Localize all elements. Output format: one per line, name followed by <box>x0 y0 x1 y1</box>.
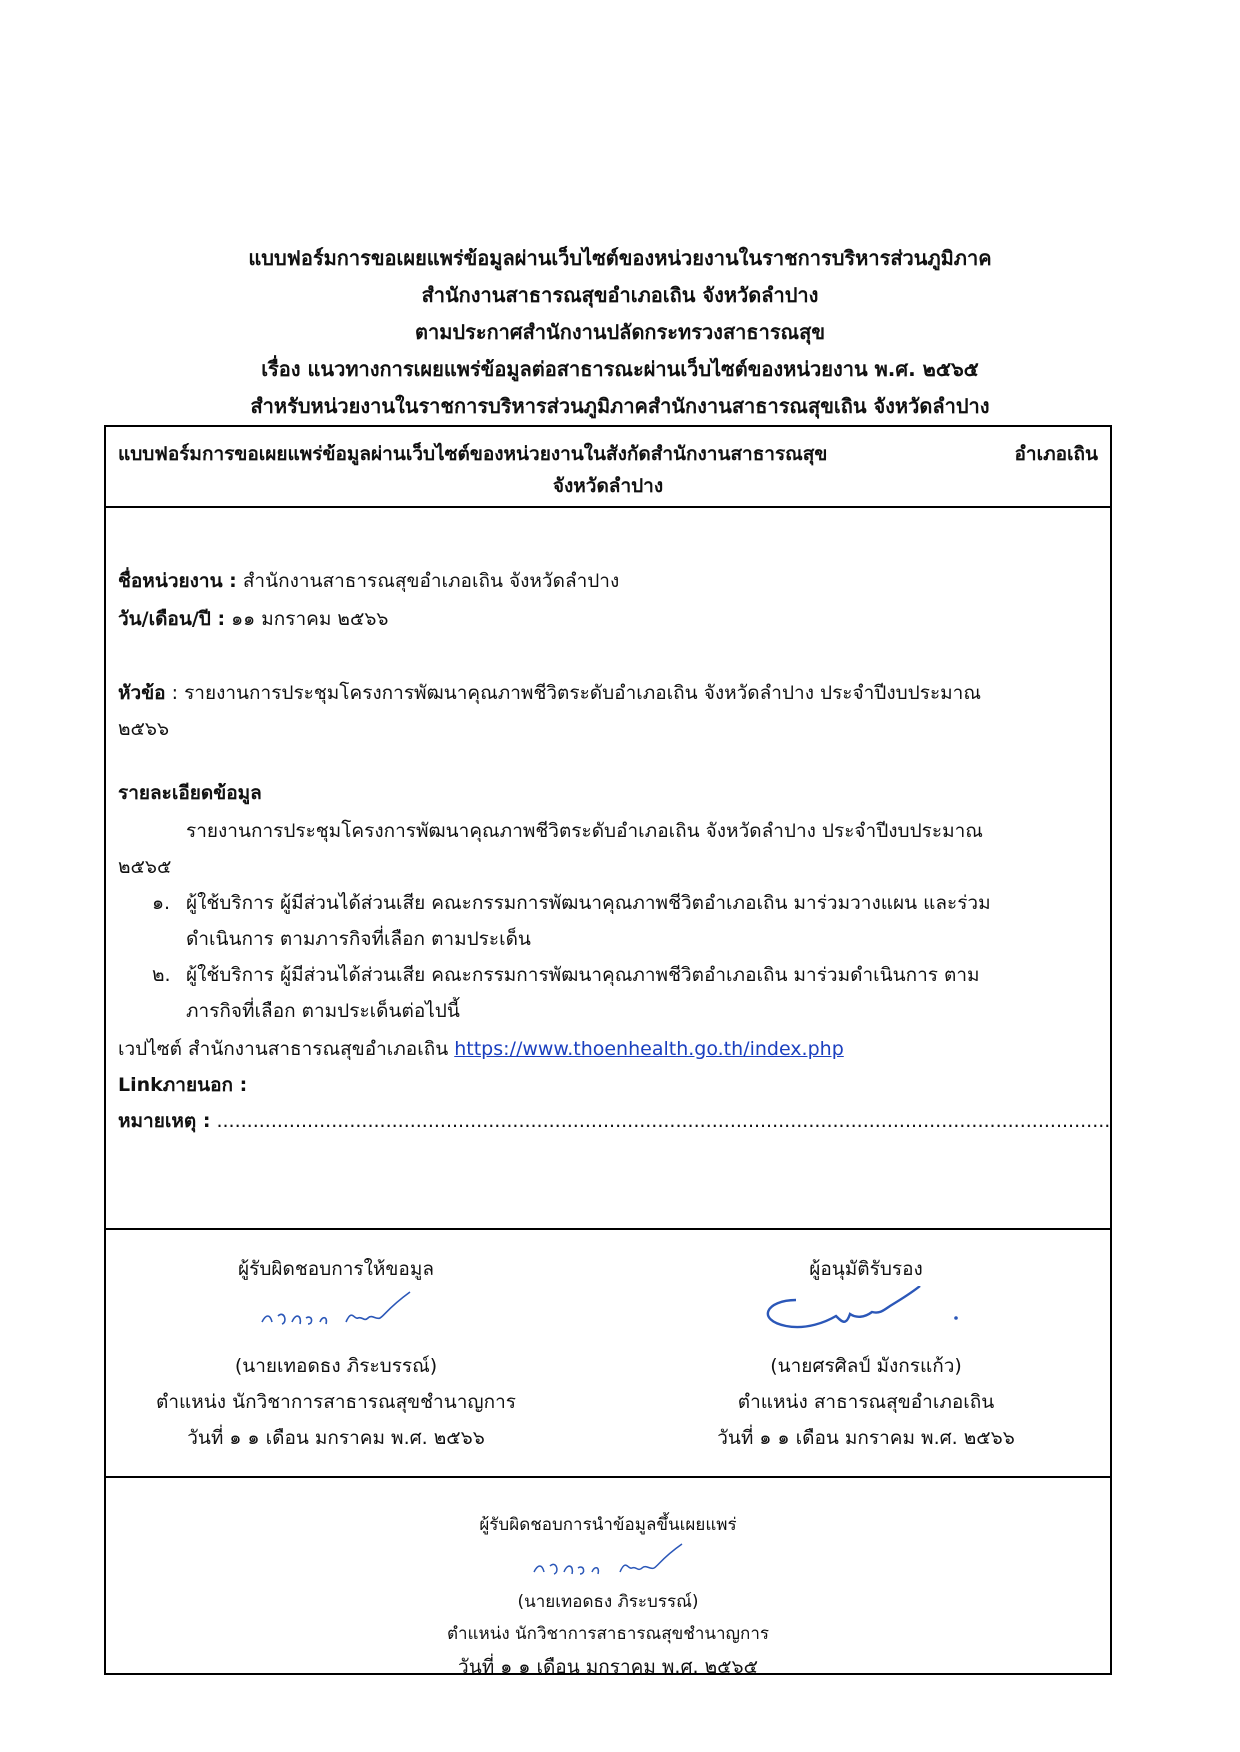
website-link[interactable]: https://www.thoenhealth.go.th/index.php <box>454 1038 844 1060</box>
website-row <box>118 1034 844 1064</box>
publisher-section <box>106 1478 1110 1678</box>
header-line-2: สำนักงานสาธารณสุขอำเภอเถิน จังหวัดลำปาง <box>421 283 819 307</box>
signature-left-role: ผู้รับผิดชอบการให้ขอมูล <box>238 1258 434 1280</box>
publisher-date: วันที่ ๑ ๑ เดือน มกราคม พ.ศ. ๒๕๖๕ <box>458 1656 758 1678</box>
org-label: ชื่อหน่วยงาน : <box>118 570 237 592</box>
item1-line2: ดำเนินการ ตามภารกิจที่เลือก ตามประเด็น <box>186 928 531 950</box>
form-title-line2: จังหวัดลำปาง <box>552 475 664 497</box>
header-line-4: เรื่อง แนวทางการเผยแพร่ข้อมูลต่อสาธารณะผ่านเว็บไซต์ของหน่วยงาน พ.ศ. ๒๕๖๕ <box>261 357 979 381</box>
item2-line1: ผู้ใช้บริการ ผู้มีส่วนได้ส่วนเสีย คณะกรรมการพัฒนาคุณภาพชีวิตอำเภอเถิน มาร่วมดำเนินการ ตาม <box>186 964 980 986</box>
item2-line2: ภารกิจที่เลือก ตามประเด็นต่อไปนี้ <box>186 1000 460 1022</box>
publisher-role: ผู้รับผิดชอบการนำข้อมูลขึ้นเผยแพร่ <box>479 1515 737 1535</box>
website-label: เวปไซต์ สำนักงานสาธารณสุขอำเภอเถิน <box>118 1038 455 1060</box>
topic-value: : รายงานการประชุมโครงการพัฒนาคุณภาพชีวิตระดับอำเภอเถิน จังหวัดลำปาง ประจำปีงบประมาณ <box>165 682 981 704</box>
signature-right <box>666 1252 1066 1456</box>
date-row <box>118 604 388 634</box>
date-label: วัน/เดือน/ปี : <box>118 608 226 630</box>
org-value: สำนักงานสาธารณสุขอำเภอเถิน จังหวัดลำปาง <box>236 570 620 592</box>
topic-value-line2: ๒๕๖๖ <box>118 718 170 740</box>
signature-left-date: วันที่ ๑ ๑ เดือน มกราคม พ.ศ. ๒๕๖๖ <box>187 1427 485 1449</box>
external-link-label: Linkภายนอก : <box>118 1074 248 1096</box>
signature-right-name: (นายศรศิลป์ มังกรแก้ว) <box>770 1355 962 1377</box>
form-body-section <box>106 508 1110 1230</box>
header-line-5: สำหรับหน่วยงานในราชการบริหารส่วนภูมิภาคสำนักงานสาธารณสุขเถิน จังหวัดลำปาง <box>250 394 990 418</box>
signature-section <box>106 1230 1110 1478</box>
note-dots: .................................................................................................................................................... <box>210 1110 1111 1132</box>
form-title-left: แบบฟอร์มการขอเผยแพร่ข้อมูลผ่านเว็บไซต์ของหน่วยงานในสังกัดสำนักงานสาธารณสุข <box>118 443 828 465</box>
item1-number: ๑. <box>152 892 171 914</box>
signature-right-image <box>746 1286 986 1342</box>
signature-right-position: ตำแหน่ง สาธารณสุขอำเภอเถิน <box>737 1391 995 1413</box>
note-row <box>118 1106 1110 1136</box>
org-row <box>118 566 619 596</box>
signature-left <box>146 1252 526 1456</box>
signature-left-position: ตำแหน่ง นักวิชาการสาธารณสุขชำนาญการ <box>156 1391 516 1413</box>
detail-label: รายละเอียดข้อมูล <box>118 782 262 804</box>
detail-line1: รายงานการประชุมโครงการพัฒนาคุณภาพชีวิตระดับอำเภอเถิน จังหวัดลำปาง ประจำปีงบประมาณ <box>186 820 983 842</box>
form-title-right: อำเภอเถิน <box>1014 443 1098 465</box>
signature-left-name: (นายเทอดธง ภิระบรรณ์) <box>234 1355 438 1377</box>
publisher-block <box>106 1510 1110 1684</box>
header-line-1: แบบฟอร์มการขอเผยแพร่ข้อมูลผ่านเว็บไซต์ของหน่วยงานในราชการบริหารส่วนภูมิภาค <box>248 246 992 270</box>
document-header <box>0 240 1240 425</box>
publisher-position: ตำแหน่ง นักวิชาการสาธารณสุขชำนาญการ <box>446 1624 770 1644</box>
detail-line2: ๒๕๖๕ <box>118 856 172 878</box>
note-label: หมายเหตุ : <box>118 1110 211 1132</box>
signature-left-image <box>236 1286 436 1342</box>
item1-line1: ผู้ใช้บริการ ผู้มีส่วนได้ส่วนเสีย คณะกรรมการพัฒนาคุณภาพชีวิตอำเภอเถิน มาร่วมวางแผน และร่วม <box>186 892 991 914</box>
form-title-section <box>106 427 1110 508</box>
topic-row <box>118 678 981 708</box>
signature-right-date: วันที่ ๑ ๑ เดือน มกราคม พ.ศ. ๒๕๖๖ <box>717 1427 1015 1449</box>
signature-right-role: ผู้อนุมัติรับรอง <box>809 1258 923 1280</box>
publisher-name: (นายเทอดธง ภิระบรรณ์) <box>517 1592 699 1612</box>
header-line-3: ตามประกาศสำนักงานปลัดกระทรวงสาธารณสุข <box>414 320 825 344</box>
topic-label: หัวข้อ <box>118 682 166 704</box>
form-table <box>104 425 1112 1678</box>
date-value: ๑๑ มกราคม ๒๕๖๖ <box>225 608 389 630</box>
item2-number: ๒. <box>152 964 171 986</box>
publisher-signature-image <box>508 1540 708 1586</box>
